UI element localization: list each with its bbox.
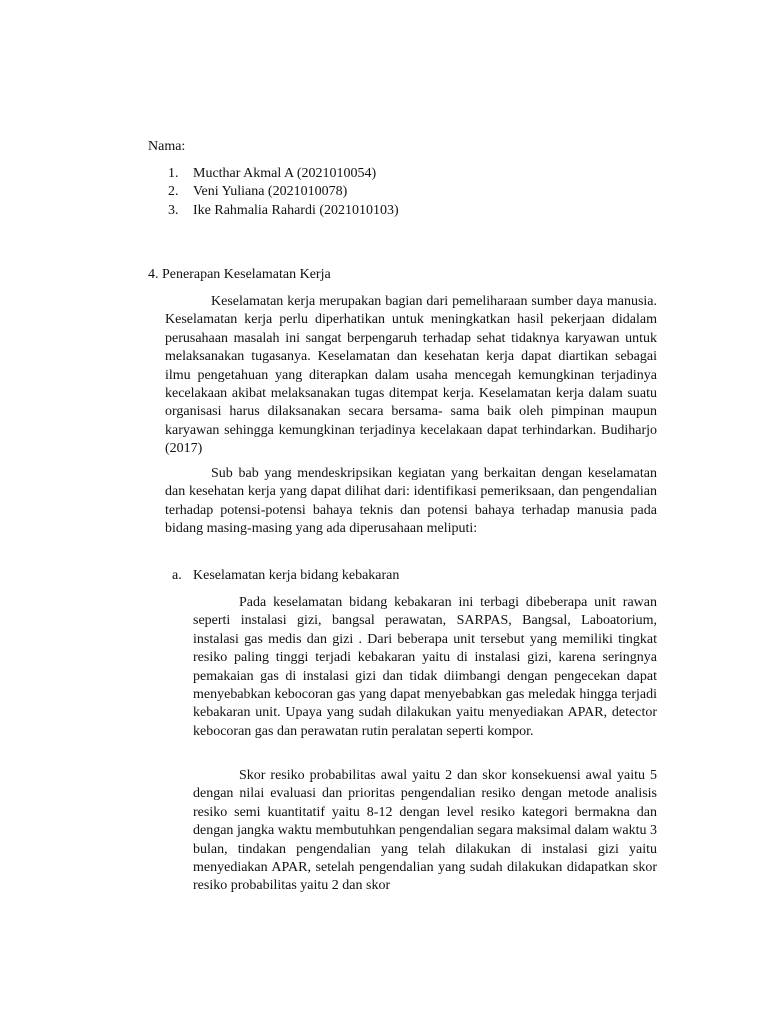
list-item [168,165,468,183]
subsection-title: Keselamatan kerja bidang kebakaran [193,568,400,583]
list-number: 1. [168,166,179,181]
member-name: Mucthar Akmal A (2021010054) [193,166,377,181]
member-name: Veni Yuliana (2021010078) [193,184,348,200]
subsection-letter: a. [172,568,182,583]
nama-label: Nama: [148,139,186,154]
subsection-paragraph-2: Skor resiko probabilitas awal yaitu 2 dan skor konsekuensi awal yaitu 5 dengan nilai evaluasi dan prioritas pengendalian resiko dengan metode analisis resiko semi kuantitatif yaitu 8-12 dengan level resiko kategori bermakna dan dengan jangka waktu membutuhkan pengendalian segara maksimal dalam waktu 3 bulan, tindakan pengendalian yang telah dilakukan di instalasi gizi yaitu menyediakan APAR, setelah pengendalian yang sudah dilakukan didapatkan skor resiko probabilitas yaitu 2 dan skor [193,768,657,894]
subsection-paragraph-1: Pada keselamatan bidang kebakaran ini terbagi dibeberapa unit rawan seperti instalasi gizi, bangsal perawatan, SARPAS, Bangsal, Laboatorium, instalasi gas medis dan gizi . Dari beberapa unit tersebut yang memiliki tingkat resiko paling tinggi terjadi kebakaran yaitu di instalasi gizi, karena seringnya pemakaian gas di instalasi gizi dan tidak diimbangi dengan pengecekan dapat menyebabkan kebocoran gas yang dapat menyebabkan gas meledak hingga terjadi kebakaran unit. Upaya yang sudah dilakukan yaitu menyediakan APAR, detector kebocoran gas dan perawatan rutin peralatan seperti kompor. [193,595,657,739]
member-list [168,165,468,220]
list-item [168,202,468,220]
list-number: 2. [168,184,179,200]
section-paragraph-1: Keselamatan kerja merupakan bagian dari pemeliharaan sumber daya manusia. Keselamatan kerja perlu diperhatikan untuk meningkatkan hasil pekerjaan didalam perusahaan masalah ini sangat berpengaruh terhadap sehat tidaknya karyawan untuk melaksanakan tugasanya. Keselamatan dan kesehatan kerja dapat diartikan sebagai ilmu pengetahuan yang diterapkan dalam usaha mencegah kemungkinan terjadinya kecelakaan akibat melaksanakan tugas ditempat kerja. Keselamatan kerja dalam suatu organisasi harus dilaksanakan secara bersama- sama baik oleh pimpinan maupun karyawan sehingga kemungkinan terjadinya kecelakaan dapat terhindarkan. Budiharjo (2017) [165,294,657,457]
list-item [168,183,468,201]
section-paragraph-2: Sub bab yang mendeskripsikan kegiatan yang berkaitan dengan keselamatan dan kesehatan kerja yang dapat dilihat dari: identifikasi pemeriksaan, dan pengendalian terhadap potensi-potensi bahaya teknis dan potensi bahaya terhadap manusia pada bidang masing-masing yang ada diperusahaan meliputi: [165,466,657,537]
section-heading: 4. Penerapan Keselamatan Kerja [148,267,331,282]
list-number: 3. [168,202,179,218]
member-name: Ike Rahmalia Rahardi (2021010103) [193,202,399,218]
